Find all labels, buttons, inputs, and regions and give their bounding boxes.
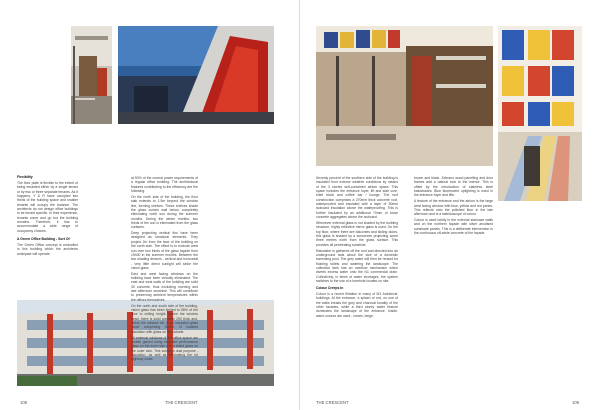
atrium-photo [71, 26, 112, 124]
left-page-number: 108 [20, 400, 27, 405]
paragraph: Rainwater is gathered off the roof and directed into an underground tank about the size of a domestic swimming pool. The grey water will then be reused for flushing toilets and watering the landscape. The collection tank has an overflow mechanism which diverts excess water onto the N1 commercial drain. Collectively, in times of water shortages, the system switches to the use of a borehole located on site. [316, 248, 398, 283]
paragraph: Whenever external glass is not shaded by the building structure, highly reflective mirror glass is used. On the top floor, where there are balconies and sliding doors, this glass is shaded by a sunscreen projecting some three metres north from the glass surface. This provides all penetrating sunshine. [316, 220, 398, 247]
paragraph: Seventy percent of the southern side of the building is insulated from exterior weather conditions by means of the 3 stories self-contained atrium space. This space includes the entrance foyer, lift and stair core, toilet block and coffee bar / lounge. The roof construction comprises a 270mm thick concrete roof, waterproofed and insulated with a layer of 50mm isoboard insulation above the waterproofing. This is further insulated by an additional 70mm of loose concrete aggregates above the isoboard. [316, 176, 398, 220]
paragraph: The floor plate is flexible to the extent of being tenanted either by a single tenant or by two or three separate tenants. As it happens, Y & R have occupied two thirds of the building space and smaller tenants will occupy the balance. The architects do not design office buildings to be tenant specific. In their experience, tenants come and go but the building remains. Therefore, it has to accommodate a wide range of occupancy choices. [17, 180, 78, 233]
left-text-column-2 [131, 176, 198, 363]
paragraph: Deep projecting vertical fins have been designed as structural elements. They project 2m from the face of the building on the north side. The effect is to exclude west sun over two thirds of the glass façade from 15h30 in the summer months. Between the two shading devices - vertical and horizontal - very little direct sunlight will strike the vision glass. [131, 231, 198, 270]
paragraph: Colour is a recent flirtation in many of M1 Architects' buildings. At the entrance, a splash of red, on one of the walls breaks the grey and charcoal tonality of the other facades, while a third storey water feature dominates the landscape of the entrance. Inside, warm colours are used - cream, beige, [316, 292, 398, 318]
stained-glass-photo [498, 26, 582, 201]
paragraph: brown and black. Zebrano wood panelling and door frames add a natural look to the interior. This is offset by the introduction of stainless steel balustrades. Blue fluorescent uplighting is used in the entrance foyer and lifts. [414, 176, 493, 198]
paragraph: A feature of the entrance and the atrium is the large west facing window with blue, yellow and red panes. This reflects onto the polished floor in the late afternoon and is a kaleidoscope of colour. [414, 199, 493, 217]
right-text-column-2 [414, 176, 493, 237]
paragraph: On the north and south side of the building, vision glass has been limited to 58% of the floor to ceiling height. Above the window head, there is solid concrete 250 thick and, below the window sill, is an insulated glass panel comprising 50mm of isolated insulation with glass on the outside. [131, 303, 198, 334]
heading-green-office: A Green Office Building - Sort Of [17, 236, 70, 241]
heading-flexibility: Flexibility [17, 175, 33, 179]
paragraph: East and west facing windows on the building have been virtually eliminated. The east and west walls of the building are solid 30 concrete, thus excluding morning and late afternoon sunshine. This will contribute to preserving ambient temperatures within the offices themselves. [131, 271, 198, 302]
right-page [300, 0, 600, 410]
right-page-number: 109 [572, 400, 579, 405]
paragraph: Colour is used boldly in the external staircase walls and on the northern façade with silver anodised sunshade panels. This is a deliberate intervention in the continuous off-white concrete of the façade. [414, 218, 493, 236]
left-running-title: THE CRESCENT [165, 400, 198, 405]
right-running-title: THE CRESCENT [316, 400, 349, 405]
left-text-column-1 [17, 175, 78, 257]
paragraph: On the north side of the building, the floor slab extends to 1.5m beyond the window line, forming shelves. These shelves shade the glass curtain wall below, completely eliminating north sun during the summer months. During the winter months, two thirds of the sun is eliminated from the glass surfaces. [131, 194, 198, 230]
interior-atrium-photo [316, 26, 493, 166]
paragraph: All external windows of the office space are double glazed using insulated performance glass on the inner skin and a tinted glass on the outer skin. This solves a dual purpose - insulation, as well as eliminating the hit highway noise. [131, 335, 198, 362]
red-facade-photo [118, 26, 274, 124]
paragraph: The Green Office concept is embodied in this building which the architects anticipate will operate [17, 242, 78, 256]
right-text-column-1 [316, 176, 398, 320]
heading-colour-creeps-in: Colour Creeps In [316, 286, 344, 291]
paragraph: at 50% of the normal power requirements of a regular office building. The architectural features contributing to the efficiency are the following: [131, 176, 198, 194]
